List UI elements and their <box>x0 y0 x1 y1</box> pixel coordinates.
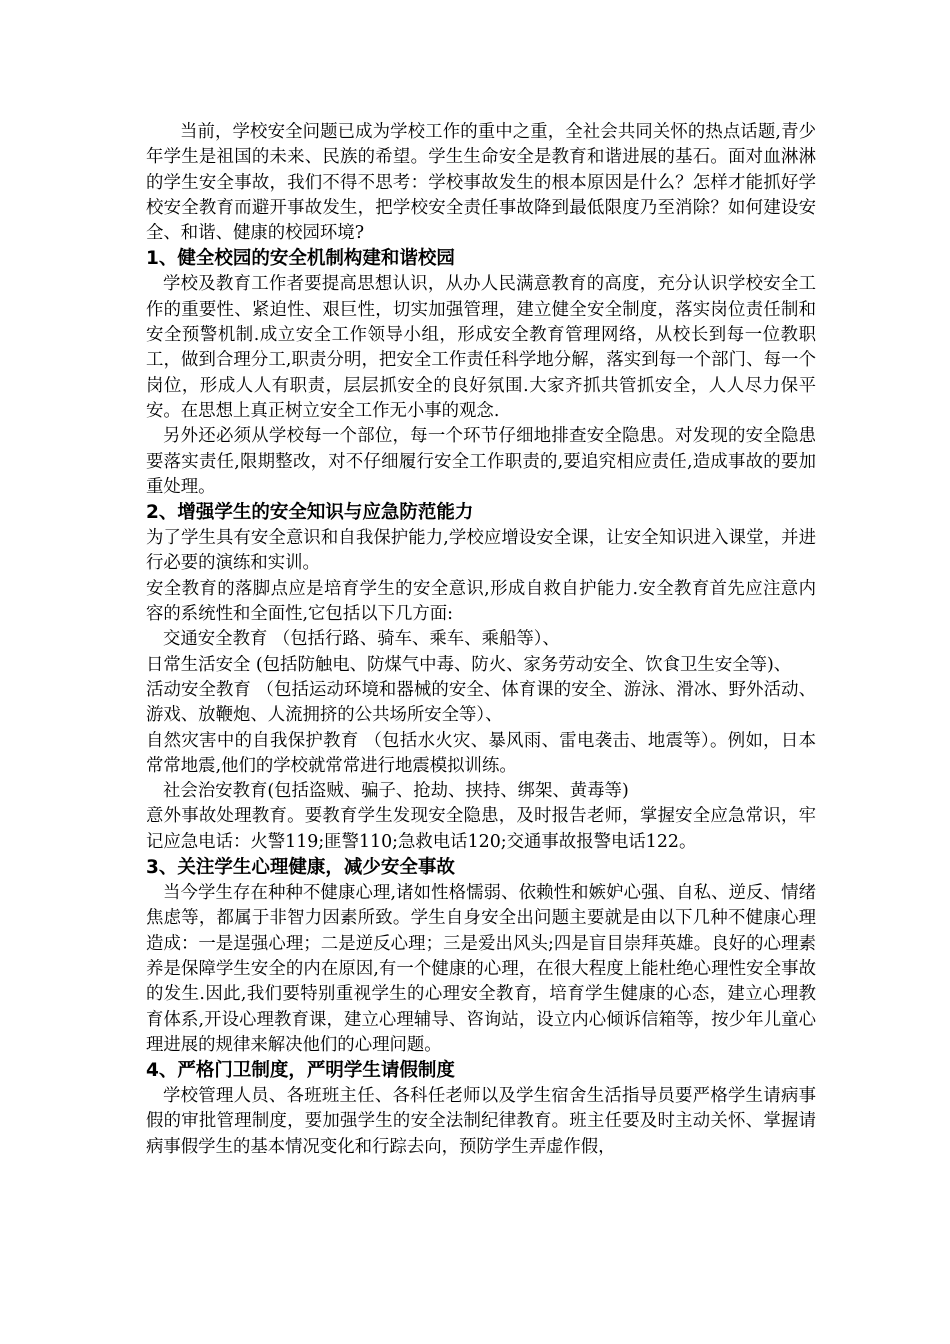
list-item-accident-handling: 意外事故处理教育。要教育学生发现安全隐患，及时报告老师，掌握安全应急常识，牢记应急电话：火警119;匪警110;急救电话120;交通事故报警电话122。 <box>146 806 816 852</box>
section-1-paragraph-2: 另外还必须从学校每一个部位，每一个环节仔细地排查安全隐患。对发现的安全隐患要落实责任,限期整改，对不仔细履行安全工作职责的,要追究相应责任,造成事故的要加重处理。 <box>146 426 816 497</box>
list-item-natural-disaster: 自然灾害中的自我保护教育 （包括水火灾、暴风雨、雷电袭击、地震等）。例如，日本常常地震,他们的学校就常常进行地震模拟训练。 <box>146 730 816 776</box>
section-2-paragraph-1: 为了学生具有安全意识和自我保护能力,学校应增设安全课，让安全知识进入课堂，并进行必要的演练和实训。 <box>146 528 816 574</box>
section-1-paragraph-1: 学校及教育工作者要提高思想认识，从办人民满意教育的高度，充分认识学校安全工作的重要性、紧迫性、艰巨性，切实加强管理，建立健全安全制度，落实岗位责任制和安全预警机制.成立安全工作领导小组，形成安全教育管理网络，从校长到每一位教职工，做到合理分工,职责分明，把安全工作责任科学地分解，落实到每一个部门、每一个岗位，形成人人有职责，层层抓安全的良好氛围.大家齐抓共管抓安全，人人尽力保平安。在思想上真正树立安全工作无小事的观念. <box>146 274 816 421</box>
section-4-heading: 4、严格门卫制度，严明学生请假制度 <box>146 1060 455 1082</box>
section-3-paragraph-1: 当今学生存在种种不健康心理,诸如性格懦弱、依赖性和嫉妒心强、自私、逆反、情绪焦虑等，都属于非智力因素所致。学生自身安全出问题主要就是由以下几种不健康心理造成：一是逞强心理；二是逆反心理；三是爱出风头;四是盲目崇拜英雄。良好的心理素养是保障学生安全的内在原因,有一个健康的心理，在很大程度上能杜绝心理性安全事故的发生.因此,我们要特别重视学生的心理安全教育，培育学生健康的心态，建立心理教育体系,开设心理教育课，建立心理辅导、咨询站，设立内心倾诉信箱等，按少年儿童心理进展的规律来解决他们的心理问题。 <box>146 883 816 1055</box>
list-item-traffic-safety: 交通安全教育 （包括行路、骑车、乘车、乘船等）、 <box>163 629 560 650</box>
intro-paragraph: 当前，学校安全问题已成为学校工作的重中之重，全社会共同关怀的热点话题,青少年学生是祖国的未来、民族的希望。学生生命安全是教育和谐进展的基石。面对血淋淋的学生安全事故，我们不得不思考：学校事故发生的根本原因是什么？怎样才能抓好学校安全教育而避开事故发生，把学校安全责任事故降到最低限度乃至消除？如何建设安全、和谐、健康的校园环境? <box>146 122 816 244</box>
document-page <box>146 120 816 1160</box>
list-item-public-security: 社会治安教育(包括盗贼、骗子、抢劫、挟持、绑架、黄毒等) <box>163 781 629 802</box>
list-item-daily-life-safety: 日常生活安全 (包括防触电、防煤气中毒、防火、家务劳动安全、饮食卫生安全等)、 <box>146 654 792 675</box>
section-2-heading: 2、增强学生的安全知识与应急防范能力 <box>146 502 474 524</box>
list-item-activity-safety: 活动安全教育 （包括运动环境和器械的安全、体育课的安全、游泳、滑冰、野外活动、游戏、放鞭炮、人流拥挤的公共场所安全等）、 <box>146 679 816 726</box>
section-2-paragraph-2: 安全教育的落脚点应是培育学生的安全意识,形成自救自护能力.安全教育首先应注意内容的系统性和全面性,它包括以下几方面: <box>146 578 816 625</box>
section-3-heading: 3、关注学生心理健康，减少安全事故 <box>146 857 455 879</box>
section-1-heading: 1、健全校园的安全机制构建和谐校园 <box>146 248 455 270</box>
section-4-paragraph-1: 学校管理人员、各班班主任、各科任老师以及学生宿舍生活指导员要严格学生请病事假的审批管理制度，要加强学生的安全法制纪律教育。班主任要及时主动关怀、掌握请病事假学生的基本情况变化和行踪去向，预防学生弄虚作假， <box>146 1086 816 1157</box>
